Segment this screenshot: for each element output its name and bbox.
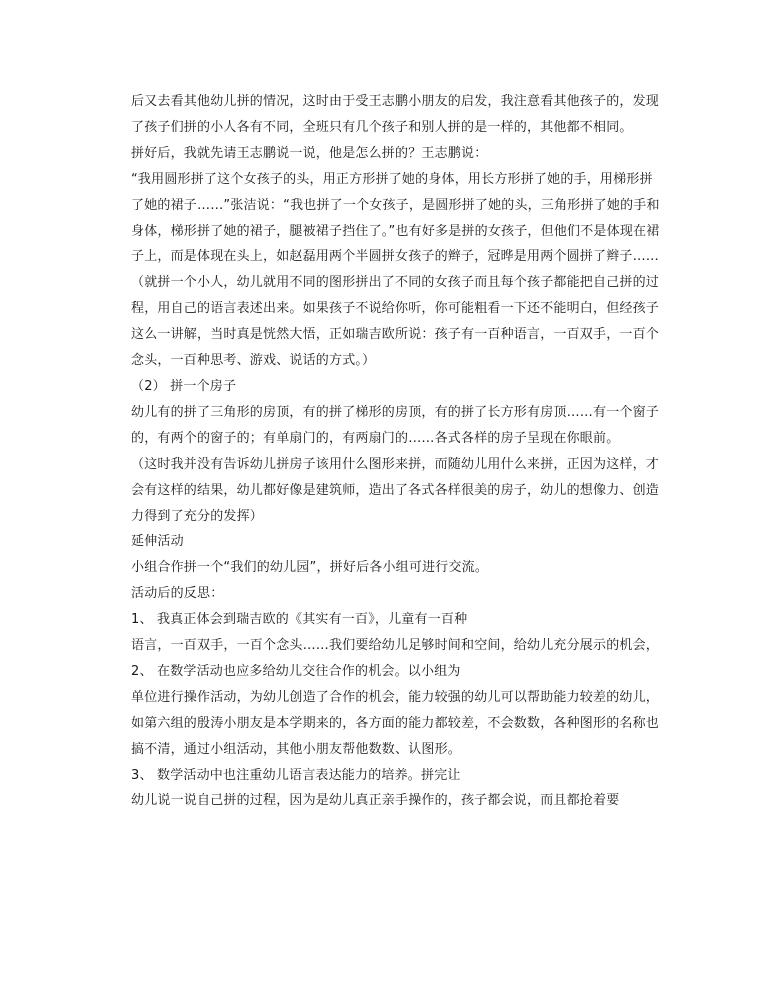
list-item: 1、 我真正体会到瑞吉欧的《其实有一百》，儿童有一百种	[131, 612, 468, 628]
paragraph: 拼好后，我就先请王志鹏说一说，他是怎么拼的？王志鹏说：	[131, 145, 488, 161]
paragraph: 单位进行操作活动，为幼儿创造了合作的机会，能力较强的幼儿可以帮助能力较差的幼儿，如第六组的殷涛小朋友是本学期来的，各方面的能力都较差，不会数数，各种图形的名称也搞不清，通过小组活动，其他小朋友帮他数数、认图形。	[131, 689, 660, 757]
paragraph: （这时我并没有告诉幼儿拼房子该用什么图形来拼，而随幼儿用什么来拼，正因为这样，才会有这样的结果，幼儿都好像是建筑师，造出了各式各样很美的房子，幼儿的想像力、创造力得到了充分的发挥）	[131, 456, 660, 524]
paragraph: 小组合作拼一个“我们的幼儿园”，拼好后各小组可进行交流。	[131, 560, 489, 576]
paragraph: （就拼一个小人，幼儿就用不同的图形拼出了不同的女孩子而且每个孩子都能把自己拼的过程，用自己的语言表述出来。如果孩子不说给你听，你可能粗看一下还不能明白，但经孩子这么一讲解，当时真是恍然大悟，正如瑞吉欧所说：孩子有一百种语言，一百双手，一百个念头，一百种思考、游戏、说话的方式。）	[131, 275, 660, 369]
list-item: 2、 在数学活动也应多给幼儿交往合作的机会。以小组为	[131, 663, 461, 679]
section-heading: 延伸活动	[131, 534, 184, 550]
section-heading: （2） 拼一个房子	[131, 378, 237, 394]
paragraph: 幼儿说一说自己拼的过程，因为是幼儿真正亲手操作的，孩子都会说，而且都抢着要	[131, 793, 620, 809]
paragraph: 幼儿有的拼了三角形的房顶，有的拼了梯形的房顶，有的拼了长方形有房顶……有一个窗子的，有两个的窗子的；有单扇门的，有两扇门的……各式各样的房子呈现在你眼前。	[131, 404, 660, 446]
paragraph: “我用圆形拼了这个女孩子的头，用正方形拼了她的身体，用长方形拼了她的手，用梯形拼了她的裙子……”张洁说：“我也拼了一个女孩子，是圆形拼了她的头，三角形拼了她的手和身体，梯形拼了她的裙子，腿被裙子挡住了。”也有好多是拼的女孩子，但他们不是体现在裙子上，而是体现在头上，如赵磊用两个半圆拼女孩子的辫子，冠晔是用两个圆拼了辫子……	[131, 171, 660, 265]
section-heading: 活动后的反思：	[131, 586, 224, 602]
paragraph: 后又去看其他幼儿拼的情况，这时由于受王志鹏小朋友的启发，我注意看其他孩子的，发现了孩子们拼的小人各有不同，全班只有几个孩子和别人拼的是一样的，其他都不相同。	[131, 94, 660, 135]
list-item: 3、 数学活动中也注重幼儿语言表达能力的培养。拼完让	[131, 767, 461, 783]
paragraph: 语言，一百双手，一百个念头……我们要给幼儿足够时间和空间，给幼儿充分展示的机会，	[131, 638, 660, 654]
